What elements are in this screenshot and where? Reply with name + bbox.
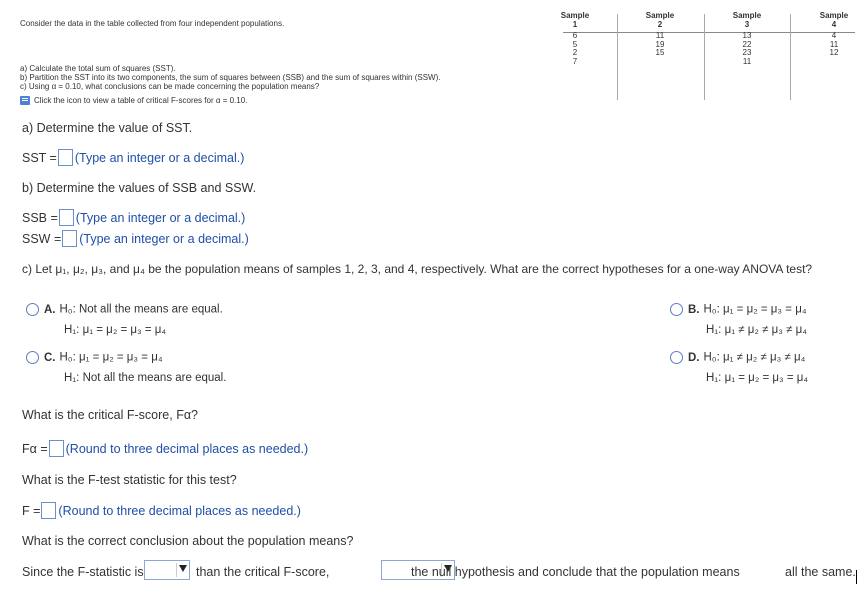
critical-f-row bbox=[22, 440, 308, 457]
sst-hint: (Type an integer or a decimal.) bbox=[74, 150, 245, 165]
chevron-down-icon[interactable] bbox=[179, 565, 187, 572]
ssb-row bbox=[22, 209, 245, 226]
column-header: Sample bbox=[819, 11, 849, 20]
option-c-h0: H₀: μ₁ = μ₂ = μ₃ = μ₄ bbox=[59, 351, 163, 364]
text-cursor bbox=[856, 570, 857, 584]
table-column-1 bbox=[545, 12, 605, 66]
part-c-question: c) Let μ₁, μ₂, μ₃, and μ₄ be the population means of samples 1, 2, 3, and 4, respectively. What are the correct hypotheses for a one-way ANOVA test? bbox=[22, 262, 813, 276]
sst-row bbox=[22, 149, 244, 166]
sst-label: SST = bbox=[22, 150, 57, 165]
column-number: 3 bbox=[744, 19, 750, 29]
option-d-radio[interactable] bbox=[670, 351, 683, 364]
table-divider bbox=[704, 14, 705, 100]
option-c-radio[interactable] bbox=[26, 351, 39, 364]
table-cell: 6 bbox=[572, 31, 578, 40]
sst-input[interactable] bbox=[58, 149, 73, 166]
option-c-label: C. bbox=[44, 351, 56, 364]
dropdown-divider bbox=[176, 563, 177, 577]
ssb-input[interactable] bbox=[59, 209, 74, 226]
ftest-question: What is the F-test statistic for this test? bbox=[22, 473, 237, 487]
option-a-radio[interactable] bbox=[26, 303, 39, 316]
instruction-a: a) Calculate the total sum of squares (SST). bbox=[20, 64, 176, 73]
conclusion-part3: the null hypothesis and conclude that the population means bbox=[411, 565, 740, 579]
conclusion-question: What is the correct conclusion about the population means? bbox=[22, 534, 354, 548]
ssb-label: SSB = bbox=[22, 210, 58, 225]
table-divider bbox=[617, 14, 618, 100]
option-a-label: A. bbox=[44, 303, 56, 316]
instruction-b: b) Partition the SST into its two components, the sum of squares between (SSB) and the sum of squares within (SSW). bbox=[20, 73, 441, 82]
critical-f-hint: (Round to three decimal places as needed.) bbox=[65, 441, 309, 456]
column-header: Sample bbox=[560, 11, 590, 20]
option-b-radio[interactable] bbox=[670, 303, 683, 316]
option-d-h0: H₀: μ₁ ≠ μ₂ ≠ μ₃ ≠ μ₄ bbox=[703, 351, 806, 364]
ftest-label: F = bbox=[22, 503, 41, 518]
column-number: 4 bbox=[831, 19, 837, 29]
option-d[interactable] bbox=[670, 351, 805, 364]
table-icon[interactable] bbox=[20, 96, 30, 105]
column-header: Sample bbox=[645, 11, 675, 20]
table-cell: 23 bbox=[742, 48, 752, 57]
table-column-2 bbox=[630, 12, 690, 58]
comparison-dropdown[interactable] bbox=[144, 560, 190, 580]
option-b-h0: H₀: μ₁ = μ₂ = μ₃ = μ₄ bbox=[703, 303, 807, 316]
option-a-h0: H₀: Not all the means are equal. bbox=[59, 303, 223, 316]
table-cell: 19 bbox=[655, 39, 665, 49]
option-c[interactable] bbox=[26, 351, 163, 364]
table-cell: 11 bbox=[655, 31, 665, 40]
ftest-row bbox=[22, 502, 301, 519]
option-b-h1: H₁: μ₁ ≠ μ₂ ≠ μ₃ ≠ μ₄ bbox=[706, 324, 807, 336]
critical-table-link-label: Click the icon to view a table of critical F-scores for α = 0.10. bbox=[34, 96, 248, 105]
option-a[interactable] bbox=[26, 303, 223, 316]
ssb-hint: (Type an integer or a decimal.) bbox=[75, 210, 246, 225]
instruction-c: c) Using α = 0.10, what conclusions can be made concerning the population means? bbox=[20, 82, 320, 91]
ftest-input[interactable] bbox=[41, 502, 56, 519]
ssw-hint: (Type an integer or a decimal.) bbox=[79, 231, 249, 246]
option-a-h1: H₁: μ₁ = μ₂ = μ₃ = μ₄ bbox=[64, 324, 167, 336]
option-c-h1: H₁: Not all the means are equal. bbox=[64, 372, 227, 384]
table-cell: 12 bbox=[829, 48, 839, 57]
table-column-3 bbox=[717, 12, 777, 66]
intro-text: Consider the data in the table collected from four independent populations. bbox=[20, 19, 285, 28]
table-cell: 22 bbox=[742, 39, 752, 49]
table-cell: 11 bbox=[829, 39, 839, 49]
option-b[interactable] bbox=[670, 303, 807, 316]
table-divider bbox=[790, 14, 791, 100]
table-cell: 15 bbox=[655, 48, 665, 57]
part-b-heading: b) Determine the values of SSB and SSW. bbox=[22, 181, 257, 195]
part-a-heading: a) Determine the value of SST. bbox=[22, 121, 193, 135]
column-number: 1 bbox=[572, 19, 578, 29]
option-d-label: D. bbox=[688, 351, 700, 364]
conclusion-part4: all the same. bbox=[785, 565, 856, 579]
option-d-h1: H₁: μ₁ = μ₂ = μ₃ = μ₄ bbox=[706, 372, 809, 384]
column-header: Sample bbox=[732, 11, 762, 20]
conclusion-part1: Since the F-statistic is bbox=[22, 565, 144, 579]
option-b-label: B. bbox=[688, 303, 700, 316]
conclusion-part2: than the critical F-score, bbox=[196, 565, 330, 579]
ssw-label: SSW = bbox=[22, 231, 62, 246]
critical-f-label: Fα = bbox=[22, 441, 48, 456]
table-cell: 5 bbox=[572, 39, 578, 49]
table-cell: 11 bbox=[742, 56, 752, 66]
table-cell: 4 bbox=[831, 31, 837, 40]
ssw-row bbox=[22, 230, 249, 247]
ftest-hint: (Round to three decimal places as needed.) bbox=[58, 503, 301, 518]
table-cell: 2 bbox=[572, 48, 578, 57]
table-column-4 bbox=[804, 12, 860, 58]
table-cell: 7 bbox=[572, 56, 578, 66]
column-number: 2 bbox=[657, 19, 663, 29]
critical-f-input[interactable] bbox=[49, 440, 64, 457]
critical-table-link[interactable] bbox=[20, 96, 247, 106]
table-cell: 13 bbox=[742, 31, 752, 40]
critical-f-question: What is the critical F-score, Fα? bbox=[22, 408, 199, 422]
ssw-input[interactable] bbox=[62, 230, 77, 247]
